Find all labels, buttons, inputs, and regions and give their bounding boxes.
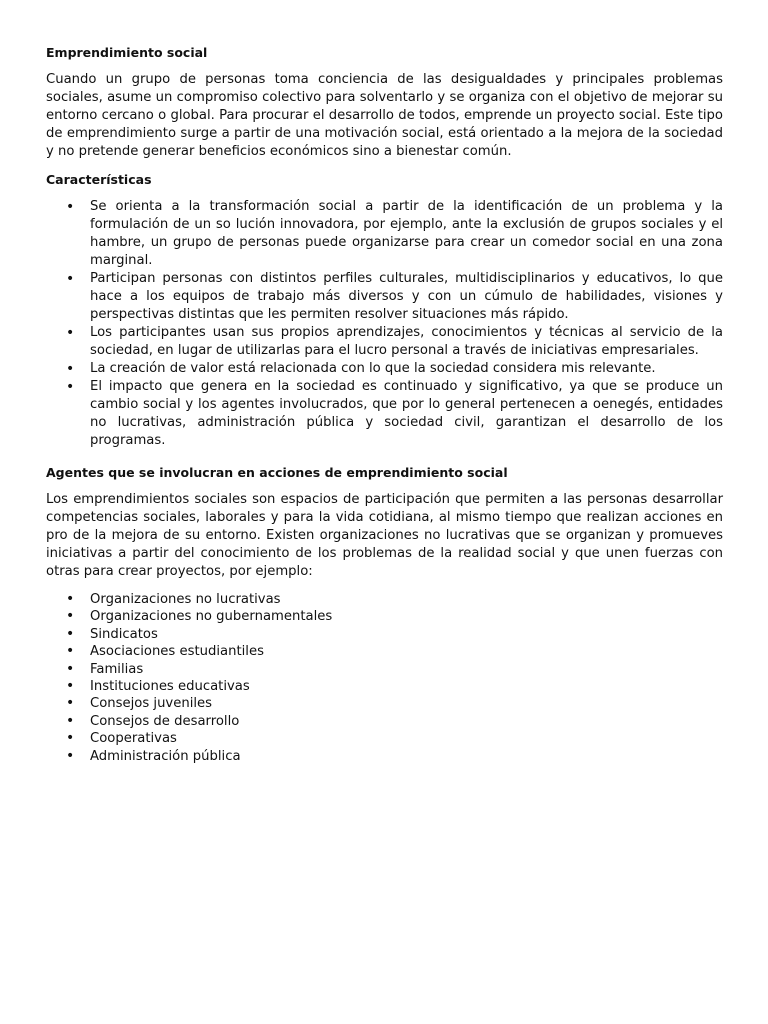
bullet-icon: • xyxy=(66,660,75,677)
list-item-text: Consejos de desarrollo xyxy=(90,713,240,729)
list-item xyxy=(46,324,723,360)
list-item xyxy=(46,591,723,608)
list-item xyxy=(46,695,723,712)
bullet-icon: • xyxy=(66,747,75,764)
document-page xyxy=(46,44,723,779)
agents-paragraph: Los emprendimientos sociales son espacios de participación que permiten a las personas desarrollar competencias sociales, laborales y para la vida cotidiana, al mismo tiempo que realizan acciones en pro de la mejora de su entorno. Existen organizaciones no lucrativas que se organizan y promueves iniciativas a partir del conocimiento de los problemas de la realidad social y que unen fuerzas con otras para crear proyectos, por ejemplo: xyxy=(46,492,723,579)
bullet-icon: • xyxy=(66,608,75,625)
bullet-icon: • xyxy=(66,591,75,607)
list-item-text: Administración pública xyxy=(90,748,241,764)
list-item-text: Familias xyxy=(90,661,144,677)
bullet-icon: • xyxy=(66,199,75,215)
bullet-icon: • xyxy=(66,712,75,729)
list-item-text: Se orienta a la transformación social a partir de la identificación de un problema y la formulación de un so lución innovadora, por ejemplo, ante la exclusión de grupos sociales y el hambre, un grupo de personas puede organizarse para crear un comedor social en una zona marginal. xyxy=(90,199,723,268)
list-item-text: Participan personas con distintos perfiles culturales, multidisciplinarios y educativos, lo que hace a los equipos de trabajo más diversos y con un cúmulo de habilidades, visiones y perspectivas distintas que les permiten resolver situaciones más rápido. xyxy=(90,271,723,322)
list-item xyxy=(46,378,723,450)
list-item-text: El impacto que genera en la sociedad es continuado y significativo, ya que se produce un cambio social y los agentes involucrados, que por lo general pertenecen a oenegés, entidades no lucrativas, administración pública y sociedad civil, garantizan el desarrollo de los programas. xyxy=(90,379,723,448)
list-item-text: Instituciones educativas xyxy=(90,679,250,695)
list-item xyxy=(46,608,723,625)
list-item-text: Asociaciones estudiantiles xyxy=(90,644,264,660)
list-item xyxy=(46,730,723,747)
list-item xyxy=(46,643,723,660)
list-item-text: Cooperativas xyxy=(90,731,177,747)
section-heading-caracteristicas: Características xyxy=(46,172,152,187)
intro-paragraph: Cuando un grupo de personas toma conciencia de las desigualdades y principales problemas sociales, asume un compromiso colectivo para solventarlo y se organiza con el objetivo de mejorar su entorno cercano o global. Para procurar el desarrollo de todos, emprende un proyecto social. Este tipo de emprendimiento surge a partir de una motivación social, está orientado a la mejora de la sociedad y no pretende generar beneficios económicos sino a bienestar común. xyxy=(46,72,723,159)
bullet-icon: • xyxy=(66,678,75,695)
agents-list xyxy=(46,591,723,765)
characteristics-list xyxy=(46,198,723,450)
bullet-icon: • xyxy=(66,730,75,747)
list-item xyxy=(46,198,723,270)
section-heading-emprendimiento-social: Emprendimiento social xyxy=(46,45,208,60)
list-item xyxy=(46,713,723,730)
list-item-text: Organizaciones no gubernamentales xyxy=(90,609,333,625)
bullet-icon: • xyxy=(66,695,75,712)
list-item xyxy=(46,661,723,678)
bullet-icon: • xyxy=(66,379,75,395)
bullet-icon: • xyxy=(66,643,75,660)
list-item xyxy=(46,270,723,324)
bullet-icon: • xyxy=(66,271,75,287)
bullet-icon: • xyxy=(66,361,75,377)
section-heading-agentes: Agentes que se involucran en acciones de emprendimiento social xyxy=(46,465,508,480)
list-item-text: Sindicatos xyxy=(90,626,158,642)
list-item-text: Consejos juveniles xyxy=(90,696,213,712)
bullet-icon: • xyxy=(66,325,75,341)
bullet-icon: • xyxy=(66,625,75,642)
list-item xyxy=(46,626,723,643)
list-item xyxy=(46,678,723,695)
list-item xyxy=(46,748,723,765)
list-item xyxy=(46,360,723,378)
list-item-text: Los participantes usan sus propios aprendizajes, conocimientos y técnicas al servicio de la sociedad, en lugar de utilizarlas para el lucro personal a través de iniciativas empresariales. xyxy=(90,325,723,358)
list-item-text: La creación de valor está relacionada con lo que la sociedad considera mis relevante. xyxy=(90,361,656,376)
list-item-text: Organizaciones no lucrativas xyxy=(90,592,281,607)
